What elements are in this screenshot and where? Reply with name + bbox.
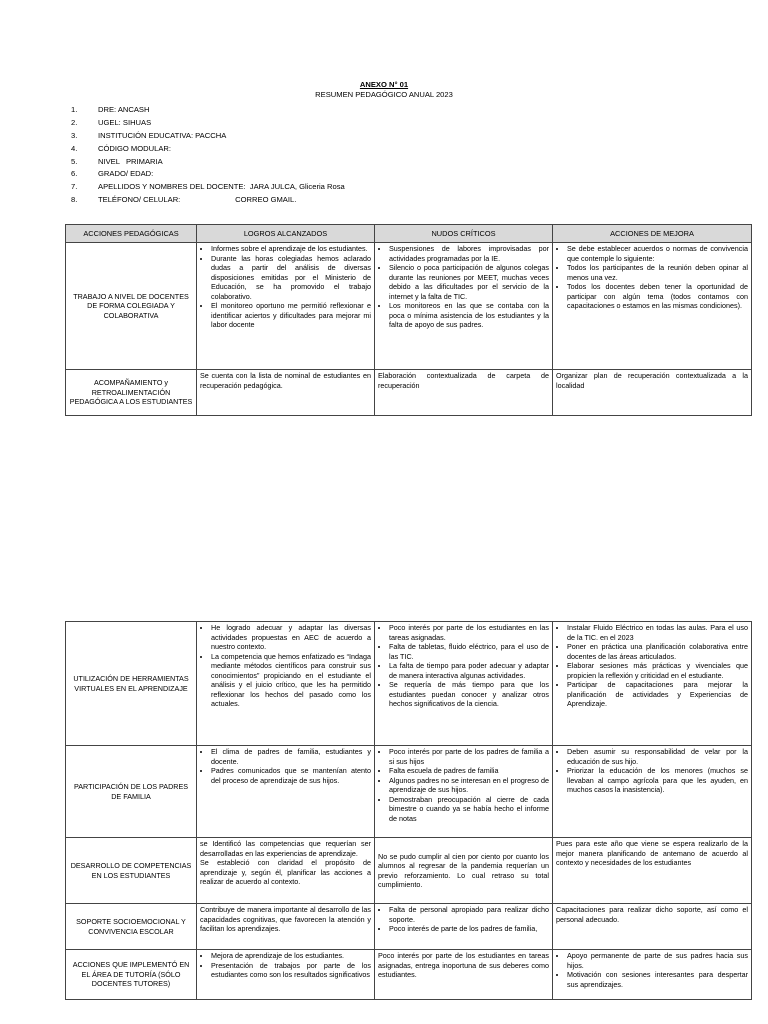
list-item: • Padres comunicados que se mantenían atento del proceso de aprendizaje de sus hijos.: [211, 766, 371, 785]
table-header-row: [66, 225, 752, 243]
info-number: 6.: [71, 169, 78, 179]
column-header: LOGROS ALCANZADOS: [197, 225, 375, 243]
info-number: 1.: [71, 105, 78, 115]
info-number: 8.: [71, 194, 78, 204]
nudos-cell: [375, 243, 553, 370]
table-row: [66, 746, 752, 838]
list-item: • El monitoreo oportuno me permitió reflexionar e identificar aciertos y dificultades para mejorar mi labor docente: [211, 301, 371, 330]
logros-cell: [197, 622, 375, 746]
table-row: [66, 838, 752, 904]
nudos-cell: [375, 746, 553, 838]
info-text: GRADO/ EDAD:: [98, 169, 154, 179]
nudos-cell: [375, 838, 553, 904]
info-number: 7.: [71, 182, 78, 192]
list-item: • Durante las horas colegiadas hemos aclarado dudas a partir del análisis de diversas disposiciones emitidas por el Ministerio de Educación, se ha promovido el trabajo colaborativo.: [211, 254, 371, 302]
cell-text: Poco interés por parte de los estudiantes en tareas asignadas, entrega inoportuna de sus deberes como estudiantes.: [378, 951, 549, 979]
info-text: INSTITUCIÓN EDUCATIVA: PACCHA: [98, 130, 227, 140]
row-label: UTILIZACIÓN DE HERRAMIENTAS VIRTUALES EN EL APRENDIZAJE: [66, 622, 197, 746]
list-item: • Presentación de trabajos por parte de los estudiantes como son los resultados significativos: [211, 961, 371, 980]
mejora-cell: [553, 950, 752, 1000]
list-item: • Participar de capacitaciones para mejorar la planificación de actividades y Experiencias de Aprendizaje.: [567, 680, 748, 709]
mejora-cell: [553, 904, 752, 950]
info-item: [71, 117, 671, 130]
list-item: • La competencia que hemos enfatizado es “Indaga mediante métodos científicos para construir sus conocimientos” propiciando en el estudiante el análisis y el juicio crítico, que les ha permitido reflexionar los hechos del pasado como los actuales.: [211, 652, 371, 709]
list-item: • Motivación con sesiones interesantes para despertar sus aprendizajes.: [567, 970, 748, 989]
list-item: • Apoyo permanente de parte de sus padres hacia sus hijos.: [567, 951, 748, 970]
list-item: • Todos los docentes deben tener la oportunidad de participar con algún tema (todos contamos con capacitaciones o estamos en las mismas condiciones).: [567, 282, 748, 311]
info-text: APELLIDOS Y NOMBRES DEL DOCENTE: JARA JULCA, Gliceria Rosa: [98, 182, 345, 192]
logros-cell: [197, 746, 375, 838]
row-label: DESARROLLO DE COMPETENCIAS EN LOS ESTUDIANTES: [66, 838, 197, 904]
list-item: • La falta de tiempo para poder adecuar y adaptar de manera interactiva algunas actividades.: [389, 661, 549, 680]
cell-paragraph: Se estableció con claridad el propósito de aprendizaje y, según él, planificar las acciones a realizar de acuerdo al contexto.: [200, 858, 371, 886]
row-label: ACOMPAÑAMIENTO y RETROALIMENTACIÓN PEDAGÓGICA A LOS ESTUDIANTES: [66, 370, 197, 416]
info-number: 2.: [71, 118, 78, 128]
cell-text: Pues para este año que viene se espera realizarlo de la mejor manera planificando de antemano de acuerdo al contexto y necesidades de los estudiantes: [556, 839, 748, 867]
mejora-cell: [553, 746, 752, 838]
table-row: [66, 370, 752, 416]
mejora-cell: [553, 622, 752, 746]
info-number: 3.: [71, 130, 78, 140]
cell-text: Se cuenta con la lista de nominal de estudiantes en recuperación pedagógica.: [200, 371, 371, 390]
row-label: PARTICIPACIÓN DE LOS PADRES DE FAMILIA: [66, 746, 197, 838]
info-item: [71, 142, 671, 155]
table-row: [66, 950, 752, 1000]
cell-text: Organizar plan de recuperación contextualizada a la localidad: [556, 371, 748, 390]
logros-cell: [197, 950, 375, 1000]
info-number: 5.: [71, 156, 78, 166]
list-item: • El clima de padres de familia, estudiantes y docente.: [211, 747, 371, 766]
document-title: RESUMEN PEDAGÓGICO ANUAL 2023: [315, 90, 453, 100]
row-label: SOPORTE SOCIOEMOCIONAL Y CONVIVENCIA ESCOLAR: [66, 904, 197, 950]
summary-table-part-2: [65, 621, 752, 1000]
list-item: • Algunos padres no se interesan en el progreso de aprendizaje de sus hijos.: [389, 776, 549, 795]
summary-table-part-1: [65, 224, 752, 416]
info-text: DRE: ANCASH: [98, 105, 150, 115]
nudos-cell: [375, 370, 553, 416]
info-item: [71, 194, 671, 207]
info-number: 4.: [71, 143, 78, 153]
list-item: • Deben asumir su responsabilidad de velar por la educación de sus hijo.: [567, 747, 748, 766]
list-item: • Falta escuela de padres de familia: [389, 766, 549, 776]
column-header: ACCIONES DE MEJORA: [553, 225, 752, 243]
info-text: CÓDIGO MODULAR:: [98, 143, 171, 153]
logros-cell: [197, 370, 375, 416]
list-item: • Poco interés de parte de los padres de familia,: [389, 924, 549, 934]
column-header: ACCIONES PEDAGÓGICAS: [66, 225, 197, 243]
list-item: • Silencio o poca participación de algunos colegas durante las reuniones por MEET, muchas veces debido a las dificultades por el servicio de la internet y la falta de TIC.: [389, 263, 549, 301]
info-text: TELÉFONO/ CELULAR: CORREO GMAIL.: [98, 194, 297, 204]
list-item: • Mejora de aprendizaje de los estudiantes.: [211, 951, 371, 961]
info-item: [71, 104, 671, 117]
row-label: TRABAJO A NIVEL DE DOCENTES DE FORMA COLEGIADA Y COLABORATIVA: [66, 243, 197, 370]
column-header: NUDOS CRÍTICOS: [375, 225, 553, 243]
logros-cell: [197, 243, 375, 370]
general-info-list: [71, 104, 671, 206]
annex-title: ANEXO N° 01: [359, 80, 409, 89]
cell-paragraph: se Identificó las competencias que requerían ser desarrolladas en las experiencias de aprendizaje.: [200, 839, 371, 858]
list-item: • Elaborar sesiones más prácticas y vivenciales que propicien la reflexión y criticidad en el estudiante.: [567, 661, 748, 680]
list-item: • Poco interés por parte de los estudiantes en las tareas asignadas.: [389, 623, 549, 642]
cell-text: Elaboración contextualizada de carpeta de recuperación: [378, 371, 549, 390]
list-item: • Se requería de más tiempo para que los estudiantes puedan conocer y analizar otros hechos significativos de la ciencia.: [389, 680, 549, 709]
info-item: [71, 155, 671, 168]
nudos-cell: [375, 904, 553, 950]
nudos-cell: [375, 622, 553, 746]
document-header: [0, 80, 768, 100]
list-item: • Demostraban preocupación al cierre de cada bimestre o cuando ya se había hecho el informe de notas: [389, 795, 549, 824]
nudos-cell: [375, 950, 553, 1000]
list-item: • Informes sobre el aprendizaje de los estudiantes.: [211, 244, 371, 254]
mejora-cell: [553, 370, 752, 416]
list-item: • Todos los participantes de la reunión deben opinar al menos una vez.: [567, 263, 748, 282]
list-item: • Suspensiones de labores improvisadas por actividades programadas por la IE.: [389, 244, 549, 263]
row-label: ACCIONES QUE IMPLEMENTÓ EN EL ÁREA DE TUTORÍA (SÓLO DOCENTES TUTORES): [66, 950, 197, 1000]
list-item: • Los monitoreos en las que se contaba con la poca o mínima asistencia de los estudiantes y la falta de apoyo de sus padres.: [389, 301, 549, 330]
list-item: • Se debe establecer acuerdos o normas de convivencia que contemple lo siguiente:: [567, 244, 748, 263]
logros-cell: [197, 904, 375, 950]
table-row: [66, 904, 752, 950]
table-row: [66, 622, 752, 746]
table-row: [66, 243, 752, 370]
list-item: • Instalar Fluido Eléctrico en todas las aulas. Para el uso de la TIC. en el 2023: [567, 623, 748, 642]
list-item: • Falta de tabletas, fluido eléctrico, para el uso de las TIC.: [389, 642, 549, 661]
mejora-cell: [553, 838, 752, 904]
info-text: UGEL: SIHUAS: [98, 118, 152, 128]
list-item: • He logrado adecuar y adaptar las diversas actividades propuestas en AEC de acuerdo a nuestro contexto.: [211, 623, 371, 652]
list-item: • Priorizar la educación de los menores (muchos se llevaban al campo agrícola para que les ayuden, en muchos casos la inasistencia).: [567, 766, 748, 795]
cell-text: Capacitaciones para realizar dicho soporte, así como el personal adecuado.: [556, 905, 748, 924]
info-item: [71, 168, 671, 181]
cell-text: Contribuye de manera importante al desarrollo de las capacidades cognitivas, que favorecen la atención y facilitan los aprendizajes.: [200, 905, 371, 933]
logros-cell: [197, 838, 375, 904]
mejora-cell: [553, 243, 752, 370]
info-item: [71, 130, 671, 143]
list-item: • Poner en práctica una planificación colaborativa entre docentes de las áreas articulados.: [567, 642, 748, 661]
cell-text: No se pudo cumplir al cien por ciento por cuanto los alumnos al regresar de la pandemia requerían un previo reforzamiento. Lo cual retraso su total cumplimiento.: [378, 851, 549, 889]
info-text: NIVEL PRIMARIA: [98, 156, 163, 166]
list-item: • Poco interés por parte de los padres de familia a si sus hijos: [389, 747, 549, 766]
info-item: [71, 181, 671, 194]
list-item: • Falta de personal apropiado para realizar dicho soporte.: [389, 905, 549, 924]
